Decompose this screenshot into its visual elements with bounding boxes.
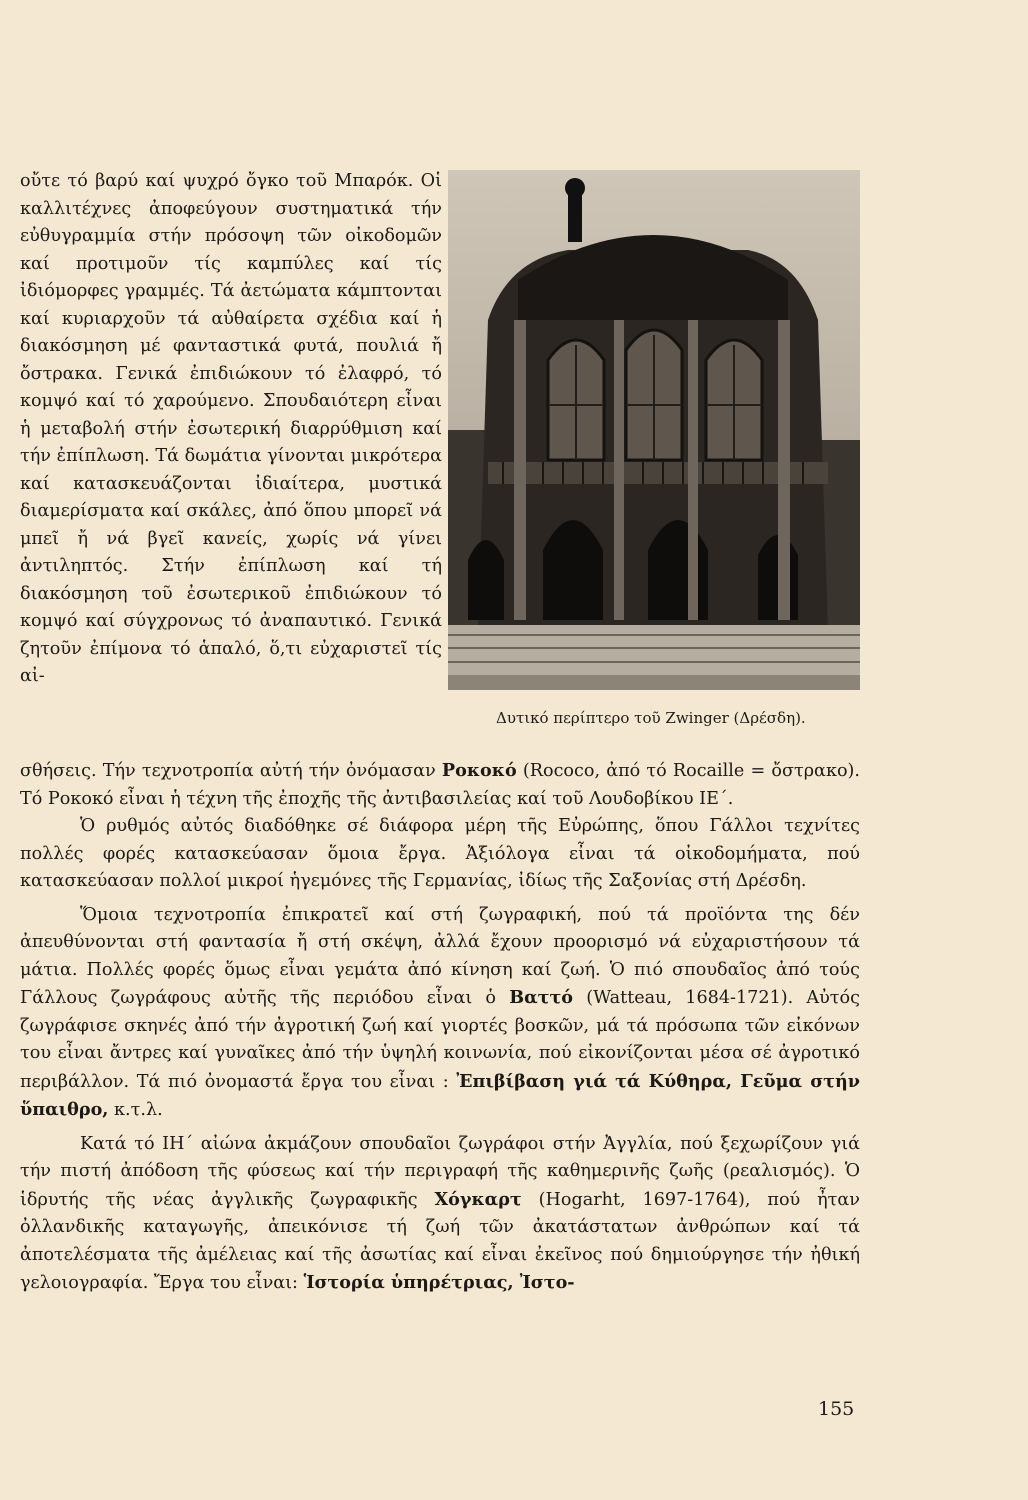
page-number: 155: [818, 1398, 855, 1420]
paragraph-europe: Ὁ ρυθμός αὐτός διαδόθηκε σέ διάφορα μέρη τῆς Εὐρώπης, ὅπου Γάλλοι τεχνίτες πολλές φορές κατασκεύασαν ὅμοια ἔργα. Ἀξιόλογα εἶναι τά οἰκοδομήματα, πού κατασκεύασαν πολλοί μικροί ἡγεμόνες τῆς Γερμανίας, ἰδίως τῆς Σαξονίας στή Δρέσδη.: [20, 816, 860, 891]
paragraph-england: Κατά τό ΙΗ΄ αἰώνα ἀκμάζουν σπουδαῖοι ζωγράφοι στήν Ἀγγλία, πού ξεχωρίζουν γιά τήν πιστή ἀπόδοση τῆς φύσεως καί τήν περιγραφή τῆς καθημερινῆς ζωῆς (ρεαλισμός). Ὁ ἱδρυτής τῆς νέας ἀγγλικῆς ζωγραφικῆς Χόγκαρτ (Hogarht, 1697-1764), πού ἦταν ὀλλανδικῆς καταγωγῆς, ἀπεικόνισε τή ζωή τῶν ἀκατάστατων ἀνθρώπων καί τά ἀποτελέσματα τῆς ἀμέλειας καί τῆς ἀσωτίας καί εἶναι ἐκεῖνος πού δημιούργησε τήν ἠθική γελοιογραφία. Ἔργα του εἶναι: Ἱστορία ὑπηρέτριας, Ἰστο-: [20, 1133, 860, 1293]
paragraph-rococo: σθήσεις. Τήν τεχνοτροπία αὐτή τήν ὀνόμασαν Ροκοκό (Rococo, ἀπό τό Rocaille = ὄστρακο). Τό Ροκοκό εἶναι ἡ τέχνη τῆς ἐποχῆς τῆς ἀντιβασιλείας καί τοῦ Λουδοβίκου ΙΕ΄.: [20, 760, 860, 809]
paragraph-painting: Ὅμοια τεχνοτροπία ἐπικρατεῖ καί στή ζωγραφική, πού τά προϊόντα της δέν ἀπευθύνονται στή φαντασία ἤ στή σκέψη, ἀλλά ἔχουν προορισμό νά εὐχαριστήσουν τά μάτια. Πολλές φορές ὅμως εἶναι γεμάτα ἀπό κίνηση καί ζωή. Ὁ πιό σπουδαῖος ἀπό τούς Γάλλους ζωγράφους αὐτῆς τῆς περιόδου εἶναι ὁ Βαττό (Watteau, 1684-1721). Αὐτός ζωγράφισε σκηνές ἀπό τήν ἀγροτική ζωή καί γιορτές βοσκῶν, μά τά πρόσωπα τῶν εἰκόνων του εἶναι ἄντρες καί γυναῖκες ἀπό τήν ὑψηλή κοινωνία, πού εἰκονίζονται μέσα σέ ἀγροτικό περιβάλλον. Τά πιό ὀνομαστά ἔργα του εἶναι : Ἐπιβίβαση γιά τά Κύθηρα, Γεῦμα στήν ὕπαιθρο, κ.τ.λ.: [20, 904, 860, 1120]
figure-caption: Δυτικό περίπτερο τοῦ Zwinger (Δρέσδη).: [496, 709, 806, 727]
column-paragraph: οὔτε τό βαρύ καί ψυχρό ὄγκο τοῦ Μπαρόκ. Οἱ καλλιτέχνες ἀποφεύγουν συστηματικά τήν εὐθυγραμμία στήν πρόσοψη τῶν οἰκοδομῶν καί προτιμοῦν τίς καμπύλες καί τίς ἰδιόμορφες γραμμές. Τά ἀετώματα κάμπτονται καί κυριαρχοῦν τά αὐθαίρετα σχέδια καί ἡ διακόσμηση μέ φανταστικά φυτά, πουλιά ἤ ὄστρακα. Γενικά ἐπιδιώκουν τό ἐλαφρό, τό κομψό καί τό χαρούμενο. Σπουδαιότερη εἶναι ἡ μεταβολή στήν ἐσωτερική διαρρύθμιση καί τήν ἐπίπλωση. Τά δωμάτια γίνονται μικρότερα καί κατασκευάζονται ἰδιαίτερα, μυστικά διαμερίσματα καί σκάλες, ἀπό ὅπου μπορεῖ νά μπεῖ ἤ νά βγεῖ κανείς, χωρίς νά γίνει ἀντιληπτός. Στήν ἐπίπλωση καί τή διακόσμηση τοῦ ἐσωτερικοῦ ἐπιδιώκουν τό κομψό καί σύγχρονως τό ἀναπαυτικό. Γενικά ζητοῦν ἐπίμονα τό ἁπαλό, ὅ,τι εὐχαριστεῖ τίς αἰ-: [20, 171, 442, 686]
full-width-text: [20, 757, 860, 1298]
zwinger-photo: [448, 170, 860, 690]
works-hogarth: Ἱστορία ὑπηρέτριας, Ἰστο-: [303, 1272, 575, 1293]
term-rococo: Ροκοκό: [441, 760, 517, 781]
term-watteau: Βαττό: [509, 987, 574, 1008]
works-watteau: Ἐπιβίβαση γιά τά Κύθηρα, Γεῦμα στήν ὕπαιθρο,: [20, 1070, 860, 1120]
left-column-text: [20, 168, 442, 691]
term-hogarth: Χόγκαρτ: [434, 1188, 522, 1210]
